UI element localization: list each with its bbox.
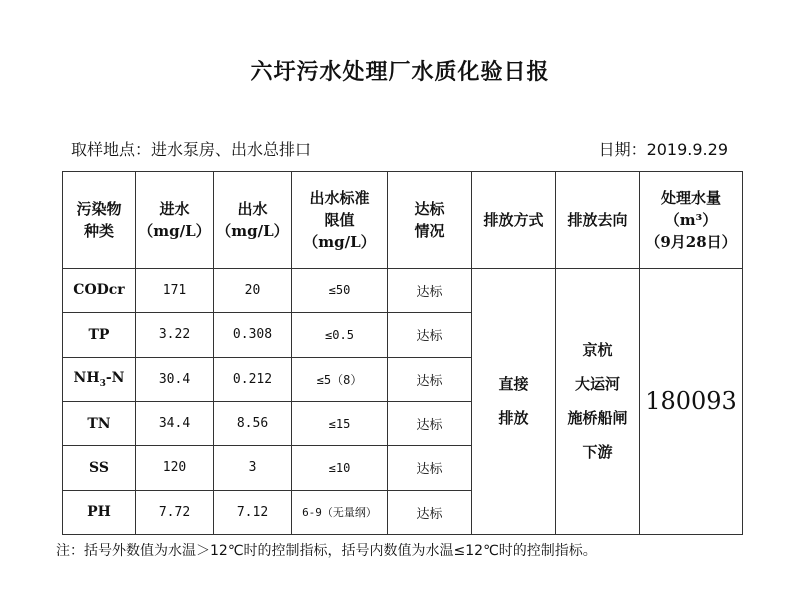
volume-cell: 180093 bbox=[640, 268, 743, 534]
status-cell: 达标 bbox=[388, 268, 472, 312]
limit-cell: ≤0.5 bbox=[292, 313, 388, 357]
header-compliance: 达标 情况 bbox=[388, 172, 472, 269]
report-title: 六圩污水处理厂水质化验日报 bbox=[250, 60, 550, 85]
limit-cell: 6-9（无量纲） bbox=[292, 490, 388, 534]
limit-cell: ≤15 bbox=[292, 401, 388, 445]
status-cell: 达标 bbox=[388, 313, 472, 357]
limit-cell: ≤10 bbox=[292, 446, 388, 490]
inflow-cell: 7.72 bbox=[136, 490, 214, 534]
param-cell: SS bbox=[63, 446, 136, 490]
inflow-cell: 3.22 bbox=[136, 313, 214, 357]
param-cell: PH bbox=[63, 490, 136, 534]
param-cell: TP bbox=[63, 313, 136, 357]
discharge-method-cell: 直接 排放 bbox=[472, 268, 556, 534]
header-inflow: 进水 （mg/L） bbox=[136, 172, 214, 269]
header-discharge-method: 排放方式 bbox=[472, 172, 556, 269]
param-cell: $NH_3-N$ bbox=[63, 357, 136, 401]
status-cell: 达标 bbox=[388, 446, 472, 490]
inflow-cell: 171 bbox=[136, 268, 214, 312]
header-limit: 出水标准 限值 （mg/L） bbox=[292, 172, 388, 269]
param-cell: TN bbox=[63, 401, 136, 445]
outflow-cell: 20 bbox=[214, 268, 292, 312]
report-date: 日期：2019.9.29 bbox=[598, 140, 728, 159]
outflow-cell: 8.56 bbox=[214, 401, 292, 445]
inflow-cell: 30.4 bbox=[136, 357, 214, 401]
status-cell: 达标 bbox=[388, 490, 472, 534]
outflow-cell: 0.212 bbox=[214, 357, 292, 401]
outflow-cell: 3 bbox=[214, 446, 292, 490]
outflow-cell: 0.308 bbox=[214, 313, 292, 357]
header-discharge-destination: 排放去向 bbox=[556, 172, 640, 269]
outflow-cell: 7.12 bbox=[214, 490, 292, 534]
water-quality-table bbox=[62, 171, 743, 535]
footnote: 注：括号外数值为水温＞12℃时的控制指标，括号内数值为水温≤12℃时的控制指标。 bbox=[56, 543, 597, 559]
header-pollutant: 污染物 种类 bbox=[63, 172, 136, 269]
status-cell: 达标 bbox=[388, 357, 472, 401]
table-row bbox=[63, 268, 743, 312]
sampling-location: 取样地点：进水泵房、出水总排口 bbox=[71, 140, 312, 159]
table-header-row bbox=[63, 172, 743, 269]
inflow-cell: 34.4 bbox=[136, 401, 214, 445]
param-cell: CODcr bbox=[63, 268, 136, 312]
discharge-destination-cell: 京杭 大运河 施桥船闸 下游 bbox=[556, 268, 640, 534]
limit-cell: ≤5（8） bbox=[292, 357, 388, 401]
header-outflow: 出水 （mg/L） bbox=[214, 172, 292, 269]
header-volume: 处理水量 （m³） （9月28日） bbox=[640, 172, 743, 269]
limit-cell: ≤50 bbox=[292, 268, 388, 312]
status-cell: 达标 bbox=[388, 401, 472, 445]
inflow-cell: 120 bbox=[136, 446, 214, 490]
